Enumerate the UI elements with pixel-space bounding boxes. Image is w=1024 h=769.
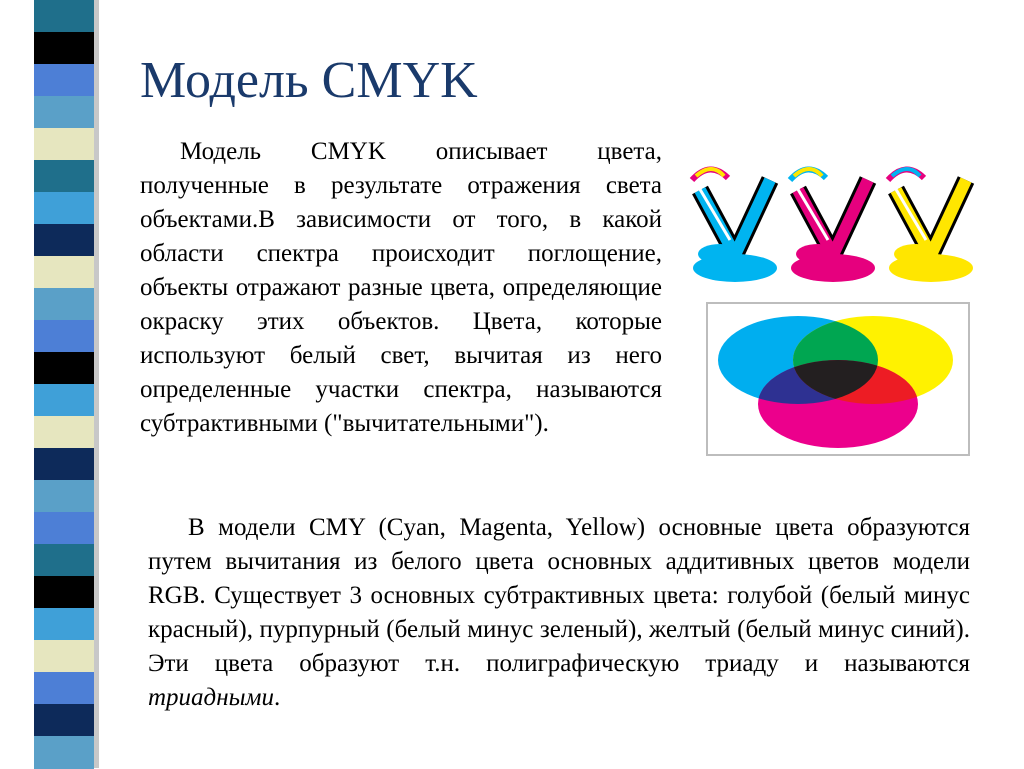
venn-svg [708, 304, 968, 454]
stripe-segment [34, 288, 94, 321]
stripe-segment [34, 544, 94, 577]
stripe-segment [34, 0, 94, 33]
stripe-segment [34, 32, 94, 65]
stripe-shadow [94, 0, 99, 768]
stripe-segment [34, 704, 94, 737]
stripe-segment [34, 736, 94, 769]
stripe-segment [34, 128, 94, 161]
letter-m-icon [790, 169, 875, 282]
stripe-segment [34, 416, 94, 449]
stripe-segment [34, 96, 94, 129]
paragraph-cmy-model [148, 511, 970, 715]
stripe-segment [34, 320, 94, 353]
slide-title: Модель CMYK [140, 52, 478, 109]
stripe-segment [34, 448, 94, 481]
stripe-segment [34, 256, 94, 289]
stripe-segment [34, 672, 94, 705]
stripe-bar [34, 0, 94, 768]
cmy-venn-diagram [706, 302, 970, 456]
paragraph-2-italic: триадными [148, 684, 274, 711]
stripe-segment [34, 160, 94, 193]
stripe-segment [34, 192, 94, 225]
paragraph-1-text: Модель CMYK описывает цвета, полученные в результате отражения света объектами.В зависимости от того, в какой области спектра происходит поглощение, объекты отражают разные цвета, определяющие окраску этих объектов. Цвета, которые используют белый свет, вычитая из него определенные участки спектра, называются субтрактивными ("вычитательными"). [140, 138, 662, 437]
stripe-segment [34, 480, 94, 513]
letter-c-icon [692, 169, 777, 282]
cmy-letters-image [680, 150, 990, 290]
letter-y-icon [888, 169, 973, 282]
stripe-segment [34, 352, 94, 385]
stripe-segment [34, 512, 94, 545]
stripe-segment [34, 384, 94, 417]
stripe-segment [34, 608, 94, 641]
paragraph-2-text: В модели CMY (Cyan, Magenta, Yellow) основные цвета образуются путем вычитания из белого цвета основных аддитивных цветов модели RGB. Существует 3 основных субтрактивных цвета: голубой (белый минус красный), пурпурный (белый минус зеленый), желтый (белый минус синий). Эти цвета образуют т.н. полиграфическую триаду и называются [148, 514, 970, 677]
stripe-segment [34, 64, 94, 97]
stripe-segment [34, 224, 94, 257]
decorative-stripe [0, 0, 120, 768]
stripe-segment [34, 576, 94, 609]
stripe-margin [0, 0, 34, 768]
paragraph-cmyk-description [140, 135, 662, 441]
paragraph-2-end: . [274, 684, 281, 711]
stripe-segment [34, 640, 94, 673]
